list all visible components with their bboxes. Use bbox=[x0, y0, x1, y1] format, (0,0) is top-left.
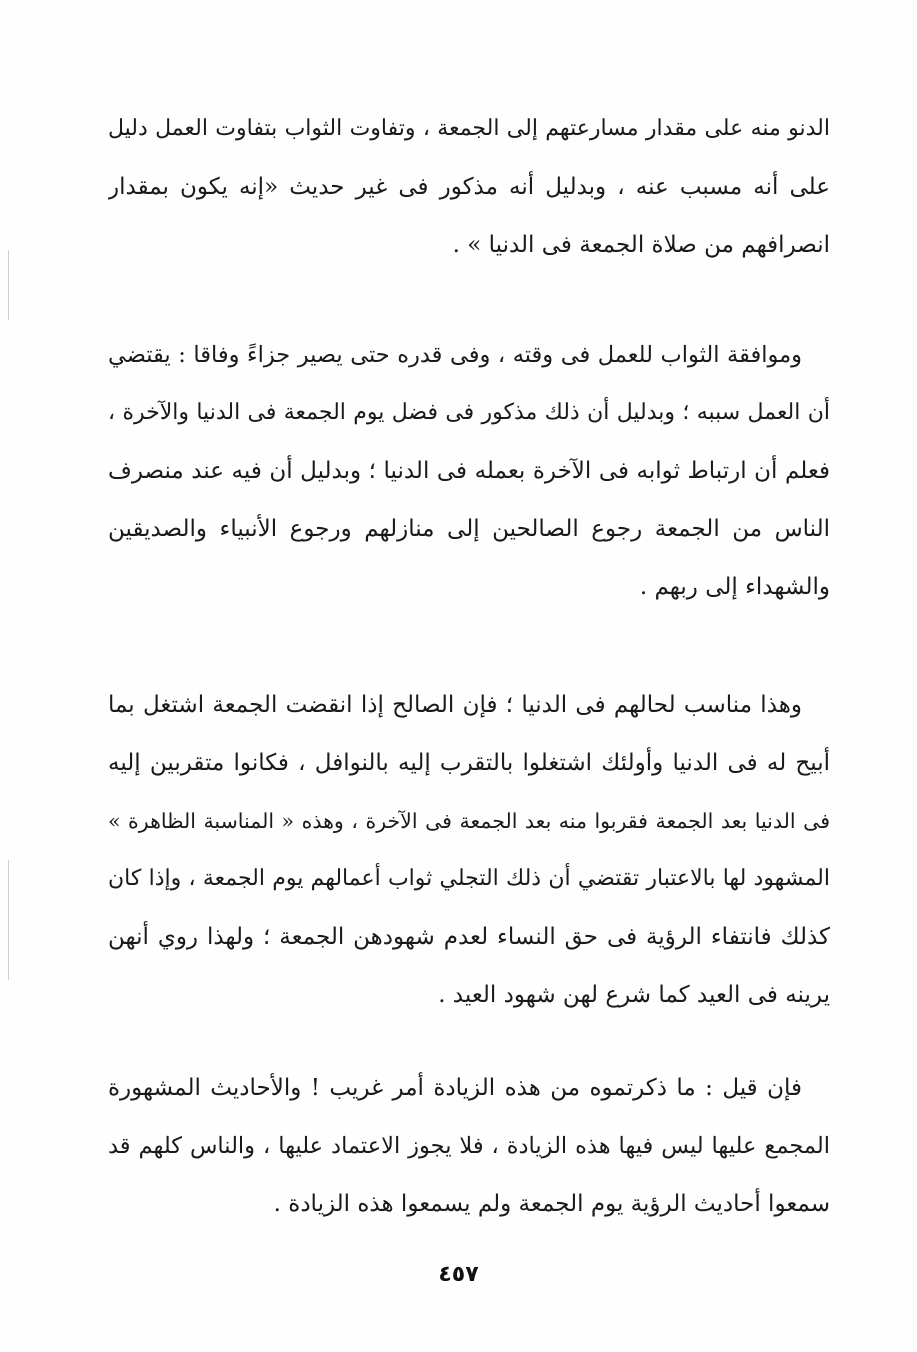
margin-scan-mark bbox=[8, 860, 9, 980]
text-line: على أنه مسبب عنه ، وبدليل أنه مذكور فى غير حديث «إنه يكون بمقدار bbox=[108, 174, 830, 200]
text-line: وهذا مناسب لحالهم فى الدنيا ؛ فإن الصالح إذا انقضت الجمعة اشتغل بما bbox=[108, 692, 802, 718]
paragraph-4 bbox=[108, 1059, 830, 1233]
page-number: ٤٥٧ bbox=[438, 1262, 479, 1287]
text-line: والشهداء إلى ربهم . bbox=[639, 574, 830, 600]
text-line: أبيح له فى الدنيا وأولئك اشتغلوا بالتقرب إليه بالنوافل ، فكانوا متقربين إليه bbox=[108, 750, 830, 776]
text-line: وموافقة الثواب للعمل فى وقته ، وفى قدره حتى يصير جزاءً وفاقا : يقتضي bbox=[108, 342, 802, 368]
text-line: سمعوا أحاديث الرؤية يوم الجمعة ولم يسمعوا هذه الزيادة . bbox=[273, 1191, 830, 1217]
text-line: الدنو منه على مقدار مسارعتهم إلى الجمعة ، وتفاوت الثواب بتفاوت العمل دليل bbox=[108, 116, 830, 141]
margin-scan-mark bbox=[8, 250, 9, 320]
text-line: المشهود لها بالاعتبار تقتضي أن ذلك التجلي ثواب أعمالهم يوم الجمعة ، وإذا كان bbox=[108, 866, 830, 891]
paragraph-3 bbox=[108, 676, 830, 1024]
paragraph-1 bbox=[108, 100, 830, 274]
text-line: انصرافهم من صلاة الجمعة فى الدنيا » . bbox=[452, 232, 830, 258]
text-line: فعلم أن ارتباط ثوابه فى الآخرة بعمله فى الدنيا ؛ وبدليل أن فيه عند منصرف bbox=[108, 458, 830, 484]
text-line: فى الدنيا بعد الجمعة فقربوا منه بعد الجمعة فى الآخرة ، وهذه « المناسبة الظاهرة » bbox=[108, 809, 830, 833]
text-line: المجمع عليها ليس فيها هذه الزيادة ، فلا يجوز الاعتماد عليها ، والناس كلهم قد bbox=[108, 1133, 830, 1159]
text-line: يرينه فى العيد كما شرع لهن شهود العيد . bbox=[438, 982, 830, 1008]
text-line: أن العمل سببه ؛ وبدليل أن ذلك مذكور فى فضل يوم الجمعة فى الدنيا والآخرة ، bbox=[108, 400, 830, 425]
text-line: فإن قيل : ما ذكرتموه من هذه الزيادة أمر غريب ! والأحاديث المشهورة bbox=[108, 1075, 802, 1101]
paragraph-2 bbox=[108, 326, 830, 616]
text-line: الناس من الجمعة رجوع الصالحين إلى منازلهم ورجوع الأنبياء والصديقين bbox=[108, 516, 830, 542]
text-line: كذلك فانتفاء الرؤية فى حق النساء لعدم شهودهن الجمعة ؛ ولهذا روي أنهن bbox=[108, 924, 830, 950]
